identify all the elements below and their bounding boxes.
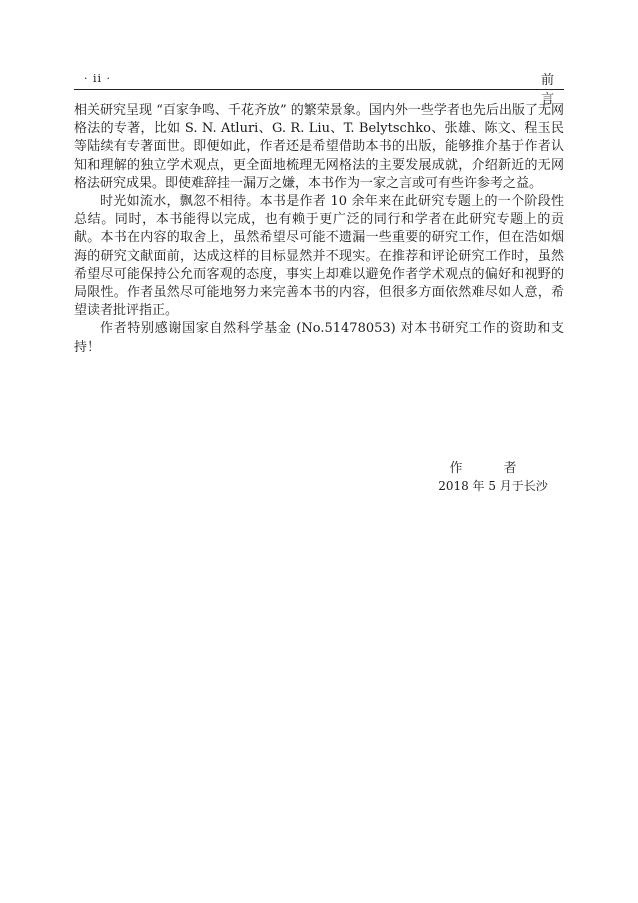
signature-date-place: 2018 年 5 月于长沙 [438,479,548,493]
running-header-title: 前 言 [540,73,600,107]
paragraph-3: 作者特别感谢国家自然科学基金 (No.51478053) 对本书研究工作的资助和支持！ [74,321,564,355]
paragraph-1: 相关研究呈现 “百家争鸣、千花齐放” 的繁荣景象。国内外一些学者也先后出版了无网格法的专著，比如 S. N. Atluri、G. R. Liu、T. Belytschko、张雄、陈文、程玉民等陆续有专著面世。即便如此，作者还是希望借助本书的出版，能够推介基于作者认知和理解的独立学术观点，更全面地梳理无网格法的主要发展成就，介绍新近的无网格法研究成果。即使难辞挂一漏万之嫌，本书作为一家之言或可有些许参考之益。 [74,103,564,191]
preface-body [74,102,564,357]
paragraph-2: 时光如流水，飘忽不相待。本书是作者 10 余年来在此研究专题上的一个阶段性总结。同时，本书能得以完成，也有赖于更广泛的同行和学者在此研究专题上的贡献。本书在内容的取舍上，虽然希望尽可能不遗漏一些重要的研究工作，但在浩如烟海的研究文献面前，达成这样的目标显然并不现实。在推荐和评论研究工作时，虽然希望尽可能保持公允而客观的态度，事实上却难以避免作者学术观点的偏好和视野的局限性。作者虽然尽可能地努力来完善本书的内容，但很多方面依然难尽如人意，希望读者批评指正。 [74,194,564,319]
signature-author: 作 者 [449,461,531,476]
page-number: · ii · [84,72,112,85]
header-rule [74,89,564,90]
